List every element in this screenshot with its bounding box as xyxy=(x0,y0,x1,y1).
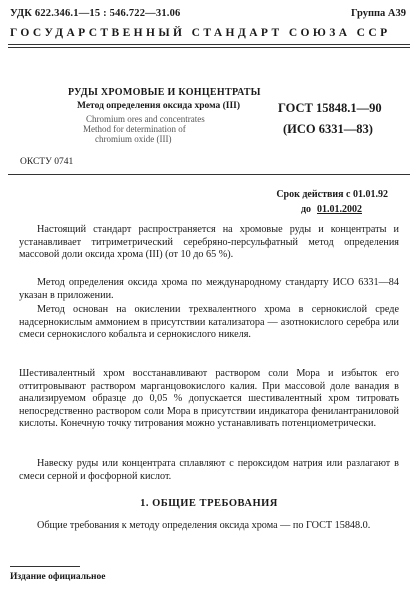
standard-title: ГОСУДАРСТВЕННЫЙ СТАНДАРТ СОЮЗА ССР xyxy=(10,27,391,39)
paragraph-scope: Настоящий стандарт распространяется на хромовые руды и концентраты и устанавливает титриметрический серебряно-персульфатный метод определения массовой доли оксида хрома (III) (от 10 до 65 %). xyxy=(19,224,399,261)
english-title-line-1: Chromium ores and concentrates xyxy=(86,114,205,124)
paragraph-iso-reference: Метод определения оксида хрома по международному стандарту ИСО 6331—84 указан в приложении. xyxy=(19,277,399,301)
official-edition-note: Издание официальное xyxy=(10,572,106,582)
validity-from: Срок действия с 01.01.92 xyxy=(276,189,388,200)
method-title: Метод определения оксида хрома (III) xyxy=(77,101,241,111)
validity-to-label: до xyxy=(301,204,312,215)
paragraph-method-basis: Метод основан на окислении трехвалентного хрома в сернокислой среде надсернокислым аммонием в присутствии катализатора — азотнокислого серебра или смеси сернокислого кобальта и сернокислого никеля. xyxy=(19,304,399,341)
gost-number: ГОСТ 15848.1—90 xyxy=(278,101,382,115)
english-title-line-2: Method for determination of xyxy=(83,124,186,134)
section-rule xyxy=(8,174,410,175)
paragraph-sample-prep: Навеску руды или концентрата сплавляют с пероксидом натрия или разлагают в смеси серной и фосфорной кислот. xyxy=(19,458,399,482)
iso-number: (ИСО 6331—83) xyxy=(283,122,373,136)
header-rule-thin xyxy=(8,47,410,48)
footer-rule xyxy=(10,566,80,567)
validity-to-date: 01.01.2002 xyxy=(317,204,362,215)
udk-code: УДК 622.346.1—15 : 546.722—31.06 xyxy=(10,8,181,19)
header-rule xyxy=(8,44,410,45)
document-title: РУДЫ ХРОМОВЫЕ И КОНЦЕНТРАТЫ xyxy=(68,87,261,98)
english-title-line-3: chromium oxide (III) xyxy=(95,134,172,144)
paragraph-titration: Шестивалентный хром восстанавливают раствором соли Мора и избыток его оттитровывают раствором марганцовокислого калия. При массовой доле ванадия в анализируемом образце до 0,05 % допускается шестивалентный хром титровать непосредственно раствором соли Мора в присутствии индикатора фенилантраниловой кислоты. Конечную точку титрования можно устанавливать потенциометрически. xyxy=(19,368,399,430)
section-heading: 1. ОБЩИЕ ТРЕБОВАНИЯ xyxy=(140,498,278,509)
paragraph-general-requirements: Общие требования к методу определения оксида хрома — по ГОСТ 15848.0. xyxy=(37,520,371,531)
okstu-code: ОКСТУ 0741 xyxy=(20,157,74,167)
group-code: Группа А39 xyxy=(350,8,406,19)
